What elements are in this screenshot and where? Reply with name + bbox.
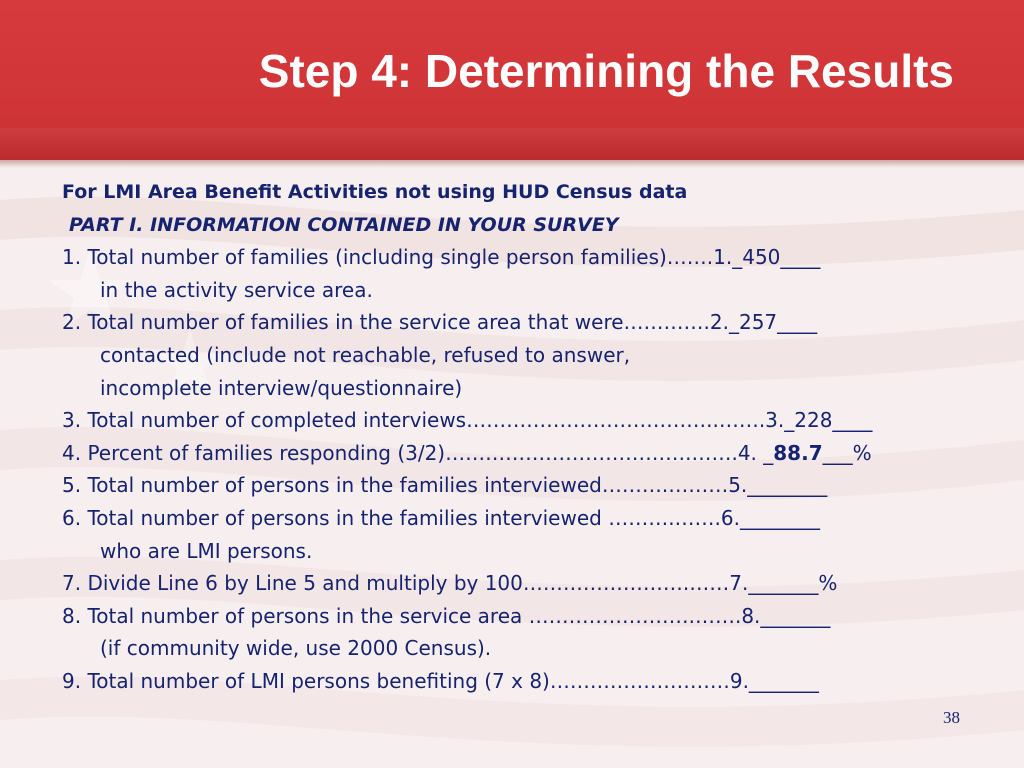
survey-line-2-continued-2: incomplete interview/questionnaire) (100, 375, 463, 400)
survey-line-4-suffix: ___% (822, 440, 872, 465)
part-heading: PART I. INFORMATION CONTAINED IN YOUR SURVEY (69, 213, 619, 236)
survey-line-6: 6. Total number of persons in the families interviewed ……….…….6.________ (62, 505, 820, 530)
response-percent-value: 88.7 (773, 440, 823, 465)
survey-line-2: 2. Total number of families in the service area that were………….2._257____ (62, 310, 818, 335)
page-number: 38 (943, 708, 960, 727)
slide-body (62, 176, 1002, 698)
survey-line-4 (62, 437, 1002, 470)
slide-title: Step 4: Determining the Results (258, 45, 954, 97)
survey-line-1-continued: in the activity service area. (100, 277, 373, 302)
section-subtitle: For LMI Area Benefit Activities not using HUD Census data (62, 181, 688, 203)
survey-line-1: 1. Total number of families (including single person families)…….1._450____ (62, 245, 821, 270)
survey-line-5: 5. Total number of persons in the families interviewed……….………5.________ (62, 473, 828, 498)
survey-line-8: 8. Total number of persons in the service area …………………….…….8._______ (62, 603, 831, 628)
title-banner-shadow (0, 160, 1024, 168)
survey-line-9: 9. Total number of LMI persons benefiting (7 x 8)………………………9._______ (62, 668, 819, 693)
survey-line-8-continued: (if community wide, use 2000 Census). (100, 636, 492, 661)
survey-line-6-continued: who are LMI persons. (100, 538, 313, 563)
survey-line-2-continued: contacted (include not reachable, refused to answer, (100, 342, 631, 367)
survey-line-4-label: 4. Percent of families responding (3/2)……………………………….…….4. _ (62, 440, 774, 465)
survey-line-7: 7. Divide Line 6 by Line 5 and multiply by 100…………………….……7._______% (62, 571, 838, 596)
survey-line-3: 3. Total number of completed interviews………………………………..…….3._228____ (62, 408, 873, 433)
title-banner-band (0, 128, 1024, 160)
